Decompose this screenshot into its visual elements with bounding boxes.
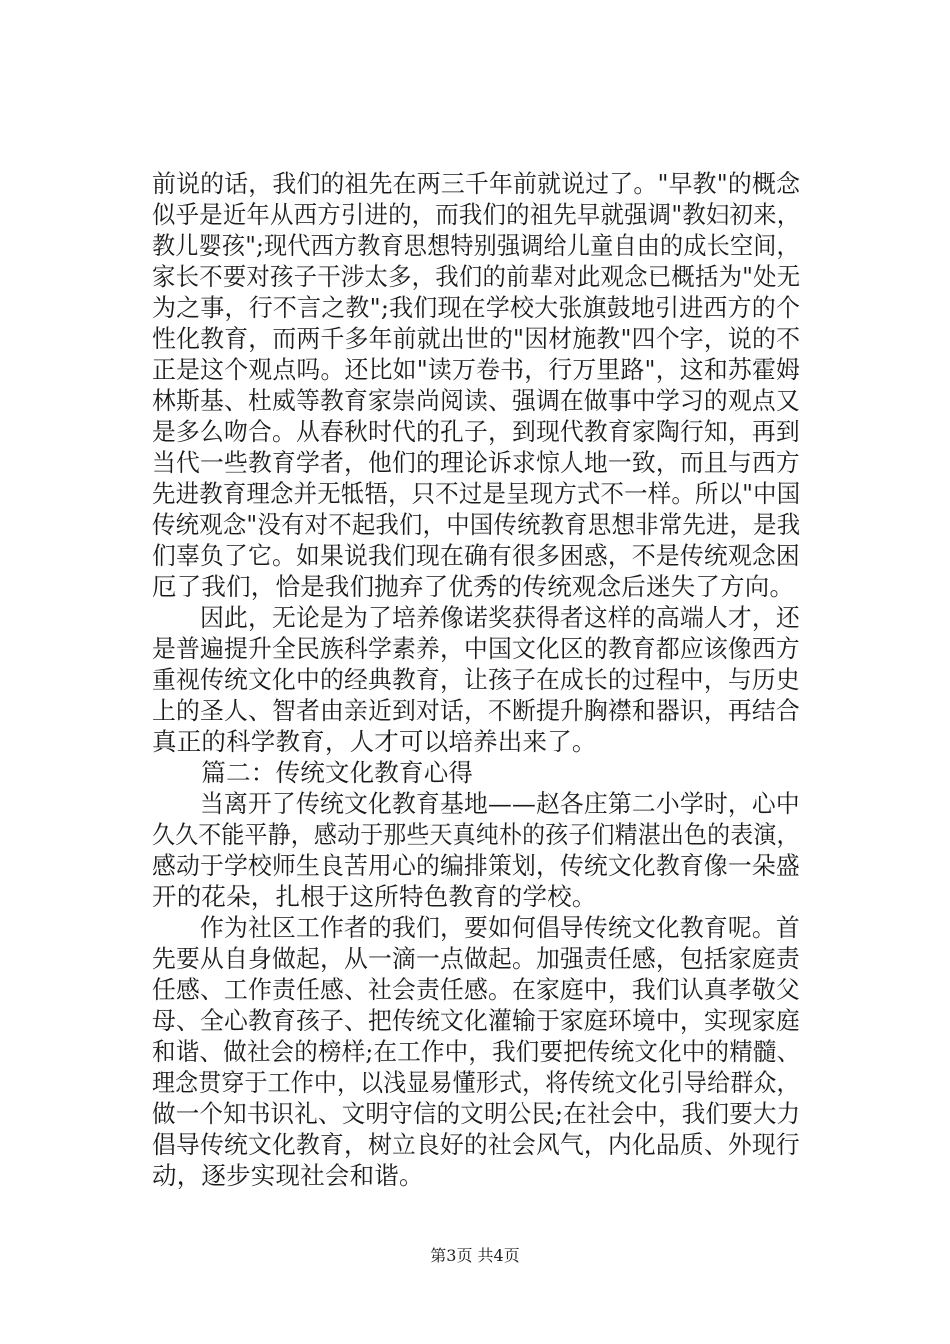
text-line: 做一个知书识礼、文明守信的文明公民;在社会中，我们要大力 xyxy=(152,1099,801,1128)
text-line: 正是这个观点吗。还比如"读万卷书，行万里路"，这和苏霍姆 xyxy=(152,355,801,384)
text-line: 是普遍提升全民族科学素养，中国文化区的教育都应该像西方 xyxy=(152,634,800,663)
text-line: 倡导传统文化教育，树立良好的社会风气，内化品质、外现行 xyxy=(152,1130,800,1159)
text-line: 和谐、做社会的榜样;在工作中，我们要把传统文化中的精髓、 xyxy=(152,1037,801,1066)
text-line: 先进教育理念并无牴牾，只不过是呈现方式不一样。所以"中国 xyxy=(152,479,801,508)
text-line: 们辜负了它。如果说我们现在确有很多困惑，不是传统观念困 xyxy=(152,541,800,570)
text-line: 动，逐步实现社会和谐。 xyxy=(152,1161,424,1190)
text-line: 开的花朵，扎根于这所特色教育的学校。 xyxy=(152,882,597,911)
text-line: 作为社区工作者的我们，要如何倡导传统文化教育呢。首 xyxy=(152,913,800,942)
text-line: 是多么吻合。从春秋时代的孔子，到现代教育家陶行知，再到 xyxy=(152,417,800,446)
text-line: 真正的科学教育，人才可以培养出来了。 xyxy=(152,727,597,756)
text-line: 理念贯穿于工作中，以浅显易懂形式，将传统文化引导给群众， xyxy=(152,1068,800,1097)
text-line: 久久不能平静，感动于那些天真纯朴的孩子们精湛出色的表演， xyxy=(152,820,800,849)
text-line: 因此，无论是为了培养像诺奖获得者这样的高端人才，还 xyxy=(152,603,800,632)
text-line: 性化教育，而两千多年前就出世的"因材施教"四个字，说的不 xyxy=(152,324,801,353)
text-line: 厄了我们，恰是我们抛弃了优秀的传统观念后迷失了方向。 xyxy=(152,572,795,601)
text-line: 任感、工作责任感、社会责任感。在家庭中，我们认真孝敬父 xyxy=(152,975,800,1004)
text-line: 家长不要对孩子干涉太多，我们的前辈对此观念已概括为"处无 xyxy=(152,262,801,291)
text-line: 篇二：传统文化教育心得 xyxy=(152,758,474,787)
text-line: 前说的话，我们的祖先在两三千年前就说过了。"早教"的概念 xyxy=(152,169,801,198)
text-line: 为之事，行不言之教";我们现在学校大张旗鼓地引进西方的个 xyxy=(152,293,801,322)
text-line: 感动于学校师生良苦用心的编排策划，传统文化教育像一朵盛 xyxy=(152,851,800,880)
text-line: 母、全心教育孩子、把传统文化灌输于家庭环境中，实现家庭 xyxy=(152,1006,800,1035)
text-line: 当代一些教育学者，他们的理论诉求惊人地一致，而且与西方 xyxy=(152,448,800,477)
text-line: 上的圣人、智者由亲近到对话，不断提升胸襟和器识，再结合 xyxy=(152,696,800,725)
text-line: 当离开了传统文化教育基地——赵各庄第二小学时，心中 xyxy=(152,789,800,818)
text-line: 教儿婴孩";现代西方教育思想特别强调给儿童自由的成长空间， xyxy=(152,231,800,260)
text-line: 林斯基、杜威等教育家崇尚阅读、强调在做事中学习的观点又 xyxy=(152,386,800,415)
text-line: 重视传统文化中的经典教育，让孩子在成长的过程中，与历史 xyxy=(152,665,800,694)
text-line: 传统观念"没有对不起我们，中国传统教育思想非常先进，是我 xyxy=(152,510,801,539)
page-footer: 第3页 共4页 xyxy=(430,1246,520,1265)
text-line: 先要从自身做起，从一滴一点做起。加强责任感，包括家庭责 xyxy=(152,944,800,973)
text-line: 似乎是近年从西方引进的，而我们的祖先早就强调"教妇初来， xyxy=(152,200,801,229)
document-body xyxy=(152,168,800,1191)
